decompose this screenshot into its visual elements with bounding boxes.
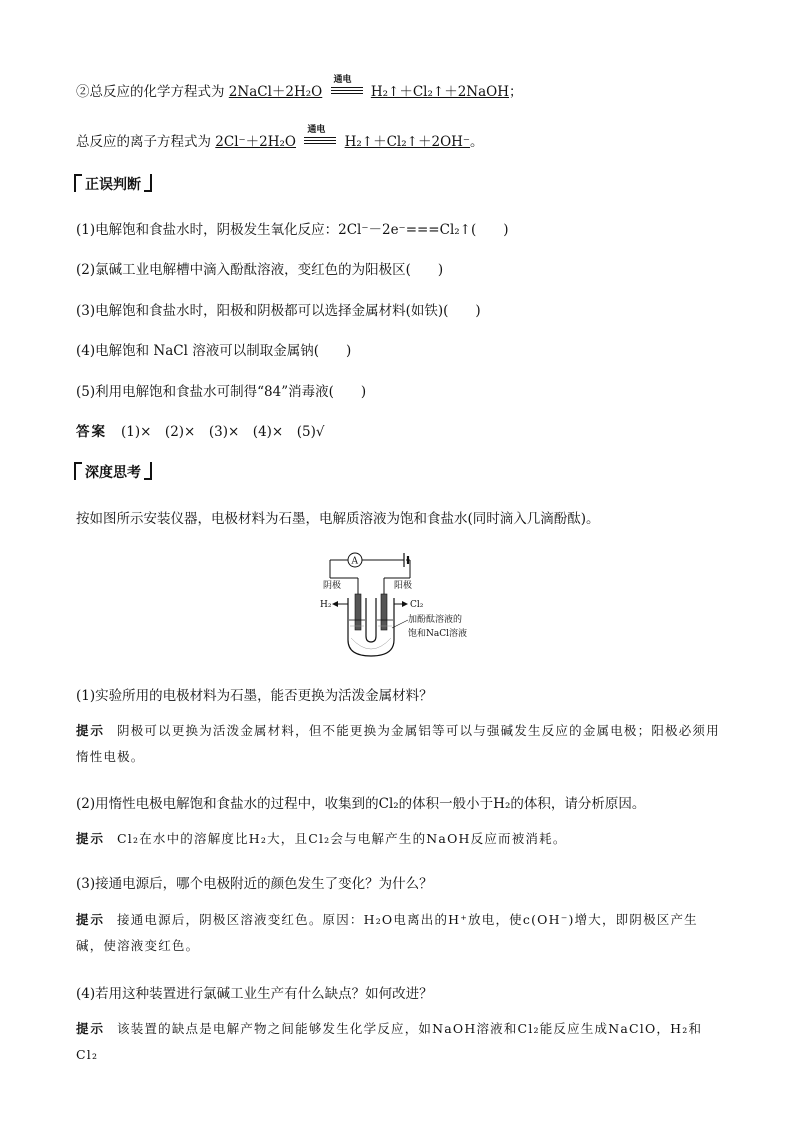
hint-label: 提示 [76, 1021, 106, 1036]
answer-label: 答案 [76, 424, 107, 440]
judgment-answer [76, 420, 324, 440]
equation-rhs: H₂↑＋Cl₂↑＋2OH⁻ [344, 134, 471, 150]
judgment-item-3: (3)电解饱和食盐水时，阳极和阴极都可以选择金属材料(如铁)( ) [76, 303, 481, 319]
electrolysis-sign [331, 75, 363, 98]
judgment-title: 正误判断 [85, 177, 141, 193]
equation-end: 。 [470, 134, 484, 150]
hint-4 [76, 1016, 721, 1068]
equation-prefix: 总反应的离子方程式为 [76, 134, 211, 150]
question-3: (3)接通电源后，哪个电极附近的颜色发生了变化？为什么？ [76, 876, 433, 892]
hint-2 [76, 826, 721, 852]
judgment-item-1: (1)电解饱和食盐水时，阴极发生氧化反应：2Cl⁻－2e⁻===Cl₂↑( ) [76, 222, 509, 238]
cathode-electrode [355, 594, 361, 630]
answer-text: (1)× (2)× (3)× (4)× (5)√ [121, 424, 325, 440]
anode-label: 阳极 [394, 581, 413, 591]
electrolysis-label: 通电 [333, 75, 352, 85]
question-4: (4)若用这种装置进行氯碱工业生产有什么缺点？如何改进？ [76, 986, 433, 1002]
equation-prefix: ②总反应的化学方程式为 [76, 84, 225, 100]
judgment-item-2: (2)氯碱工业电解槽中滴入酚酞溶液，变红色的为阳极区( ) [76, 262, 444, 278]
total-ionic-equation [76, 125, 484, 150]
hint-label: 提示 [76, 723, 106, 738]
electrolysis-apparatus-diagram [318, 548, 478, 660]
solution-label-line2: 饱和NaCl溶液 [408, 629, 468, 639]
equation-end: ； [509, 84, 523, 100]
hint-3 [76, 907, 721, 959]
solution-label-line1: 加酚酞溶液的 [408, 615, 463, 625]
hint-text: 阴极可以更换为活泼金属材料，但不能更换为金属铝等可以与强碱发生反应的金属电极；阳极必须用惰性电极。 [76, 723, 720, 764]
equation-lhs: 2NaCl＋2H₂O [228, 84, 323, 100]
equation-rhs: H₂↑＋Cl₂↑＋2NaOH [370, 84, 510, 100]
hint-text: 接通电源后，阴极区溶液变红色。原因：H₂O电离出的H⁺放电，使c(OH⁻)增大，即阴极区产生碱，使溶液变红色。 [76, 912, 698, 953]
question-1: (1)实验所用的电极材料为石墨，能否更换为活泼金属材料？ [76, 688, 433, 704]
hint-text: Cl₂在水中的溶解度比H₂大，且Cl₂会与电解产生的NaOH反应而被消耗。 [117, 831, 567, 846]
cl2-label: Cl₂ [410, 600, 424, 610]
judgment-item-5: (5)利用电解饱和食盐水可制得“84”消毒液( ) [76, 384, 367, 400]
thinking-heading [74, 462, 152, 482]
judgment-heading [74, 174, 152, 194]
judgment-item-4: (4)电解饱和 NaCl 溶液可以制取金属钠( ) [76, 343, 352, 359]
question-2: (2)用惰性电极电解饱和食盐水的过程中，收集到的Cl₂的体积一般小于H₂的体积，请分析原因。 [76, 796, 646, 812]
anode-electrode [381, 594, 387, 630]
ammeter-label: A [351, 556, 358, 567]
thinking-intro: 按如图所示安装仪器，电极材料为石墨，电解质溶液为饱和食盐水(同时滴入几滴酚酞)。 [76, 511, 600, 527]
electrolysis-label: 通电 [307, 125, 326, 135]
thinking-title: 深度思考 [85, 465, 141, 481]
h2-label: H₂ [320, 600, 332, 610]
cathode-label: 阴极 [323, 581, 342, 591]
equation-lhs: 2Cl⁻＋2H₂O [215, 134, 297, 150]
hint-label: 提示 [76, 831, 106, 846]
total-chemical-equation [76, 75, 523, 100]
electrolysis-sign [304, 125, 336, 148]
hint-label: 提示 [76, 912, 106, 927]
hint-text: 该装置的缺点是电解产物之间能够发生化学反应，如NaOH溶液和Cl₂能反应生成NaClO，H₂和Cl₂ [76, 1021, 703, 1062]
hint-1 [76, 718, 721, 770]
